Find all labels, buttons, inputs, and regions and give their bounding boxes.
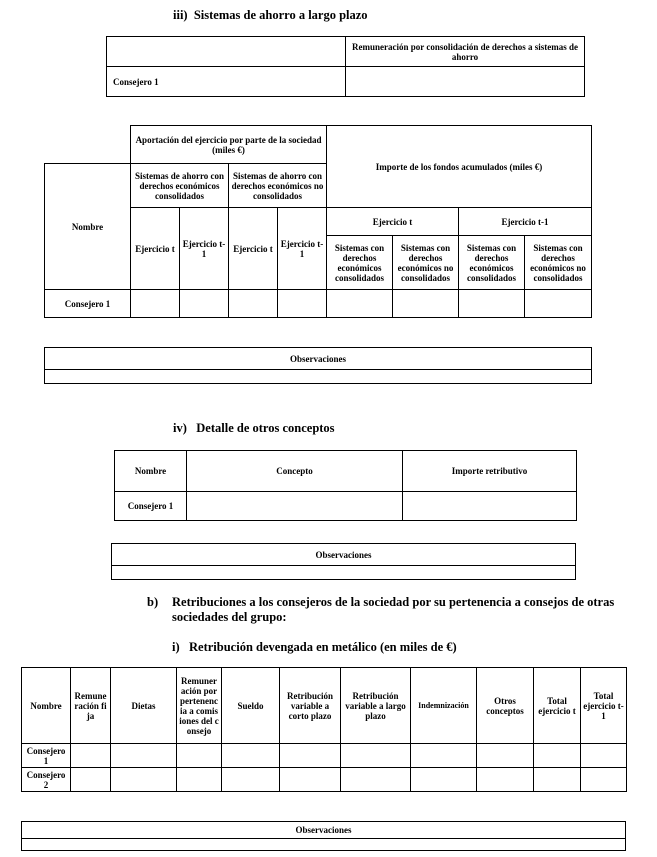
table2-cell[interactable] — [525, 290, 592, 318]
metalico-row-label: Consejero 1 — [22, 744, 71, 768]
retribucion-metalico-table — [21, 667, 627, 792]
table2-cell[interactable] — [229, 290, 278, 318]
importe-t1-no-consolidados: Sistemas con derechos económicos no consolidados — [525, 236, 592, 290]
metalico-header-total-t: Total ejercicio t — [534, 668, 581, 744]
observaciones-b-i-title: Observaciones — [22, 822, 625, 839]
otros-cell[interactable] — [187, 492, 403, 521]
importe-t-no-consolidados: Sistemas con derechos económicos no consolidados — [393, 236, 459, 290]
section-iv-title: Detalle de otros conceptos — [196, 421, 335, 435]
observaciones-iii-title: Observaciones — [45, 348, 591, 370]
section-b-i-heading — [172, 640, 457, 655]
metalico-cell[interactable] — [411, 768, 477, 792]
metalico-cell[interactable] — [71, 744, 111, 768]
metalico-header-variable-corto: Retribución variable a corto plazo — [280, 668, 341, 744]
observaciones-b-i-box — [21, 821, 626, 851]
metalico-cell[interactable] — [581, 768, 627, 792]
sistemas-ahorro-table — [44, 125, 592, 318]
aport-cons-ejercicio-t: Ejercicio t — [131, 208, 180, 290]
otros-nombre-header: Nombre — [115, 451, 187, 492]
section-iv-heading — [173, 421, 335, 436]
importe-ejercicio-t1: Ejercicio t-1 — [459, 208, 592, 236]
table1-row-label: Consejero 1 — [107, 67, 346, 97]
metalico-cell[interactable] — [222, 768, 280, 792]
metalico-cell[interactable] — [534, 768, 581, 792]
metalico-cell[interactable] — [280, 768, 341, 792]
remuneracion-consolidacion-table — [106, 36, 585, 97]
metalico-header-nombre: Nombre — [22, 668, 71, 744]
table1-empty-header — [107, 37, 346, 67]
aport-cons-ejercicio-t1: Ejercicio t-1 — [180, 208, 229, 290]
metalico-header-sueldo: Sueldo — [222, 668, 280, 744]
aport-nocons-ejercicio-t1: Ejercicio t-1 — [278, 208, 327, 290]
metalico-cell[interactable] — [581, 744, 627, 768]
section-b-i-number: i) — [172, 640, 180, 654]
metalico-header-variable-largo: Retribución variable a largo plazo — [341, 668, 411, 744]
consolidados-header: Sistemas de ahorro con derechos económicos consolidados — [131, 164, 229, 208]
observaciones-iv-field[interactable] — [112, 566, 575, 579]
otros-row-label: Consejero 1 — [115, 492, 187, 521]
nombre-header: Nombre — [45, 164, 131, 290]
section-iii-heading — [173, 8, 368, 23]
observaciones-b-i-field[interactable] — [22, 839, 625, 850]
metalico-cell[interactable] — [111, 744, 177, 768]
metalico-cell[interactable] — [222, 744, 280, 768]
metalico-cell[interactable] — [341, 768, 411, 792]
metalico-cell[interactable] — [477, 744, 534, 768]
no-consolidados-header: Sistemas de ahorro con derechos económicos no consolidados — [229, 164, 327, 208]
table2-cell[interactable] — [327, 290, 393, 318]
metalico-header-otros: Otros conceptos — [477, 668, 534, 744]
otros-concepto-header: Concepto — [187, 451, 403, 492]
table2-cell[interactable] — [393, 290, 459, 318]
observaciones-iii-box — [44, 347, 592, 384]
metalico-cell[interactable] — [177, 744, 222, 768]
metalico-cell[interactable] — [534, 744, 581, 768]
section-b-heading — [147, 595, 617, 625]
metalico-cell[interactable] — [411, 744, 477, 768]
observaciones-iv-title: Observaciones — [112, 544, 575, 566]
observaciones-iv-box — [111, 543, 576, 580]
table2-cell[interactable] — [278, 290, 327, 318]
metalico-header-comisiones: Remuneración por pertenencia a comisiones del consejo — [177, 668, 222, 744]
observaciones-iii-field[interactable] — [45, 370, 591, 383]
metalico-header-indemnizacion: Indemnización — [411, 668, 477, 744]
metalico-cell[interactable] — [341, 744, 411, 768]
table1-cell[interactable] — [346, 67, 585, 97]
metalico-header-dietas: Dietas — [111, 668, 177, 744]
importe-header: Importe de los fondos acumulados (miles €) — [327, 126, 592, 208]
metalico-header-fija: Remuneración fija — [71, 668, 111, 744]
metalico-cell[interactable] — [111, 768, 177, 792]
section-b-number: b) — [147, 595, 159, 609]
table2-cell[interactable] — [131, 290, 180, 318]
metalico-cell[interactable] — [477, 768, 534, 792]
table1-header: Remuneración por consolidación de derechos a sistemas de ahorro — [346, 37, 585, 67]
table2-cell[interactable] — [459, 290, 525, 318]
otros-importe-header: Importe retributivo — [403, 451, 577, 492]
importe-t-consolidados: Sistemas con derechos económicos consolidados — [327, 236, 393, 290]
section-b-i-title: Retribución devengada en metálico (en miles de €) — [189, 640, 457, 654]
section-iii-title: Sistemas de ahorro a largo plazo — [193, 8, 368, 22]
metalico-row-label: Consejero 2 — [22, 768, 71, 792]
metalico-header-total-t1: Total ejercicio t-1 — [581, 668, 627, 744]
otros-cell[interactable] — [403, 492, 577, 521]
metalico-cell[interactable] — [71, 768, 111, 792]
aportacion-header: Aportación del ejercicio por parte de la sociedad (miles €) — [131, 126, 327, 164]
importe-t1-consolidados: Sistemas con derechos económicos consolidados — [459, 236, 525, 290]
metalico-cell[interactable] — [280, 744, 341, 768]
section-b-title: Retribuciones a los consejeros de la sociedad por su pertenencia a consejos de otras sociedades del grupo: — [172, 595, 615, 624]
table2-cell[interactable] — [180, 290, 229, 318]
table2-corner — [45, 126, 131, 164]
section-iii-number: iii) — [173, 8, 188, 22]
table2-row-label: Consejero 1 — [45, 290, 131, 318]
metalico-cell[interactable] — [177, 768, 222, 792]
section-iv-number: iv) — [173, 421, 187, 435]
otros-conceptos-table — [114, 450, 577, 521]
importe-ejercicio-t: Ejercicio t — [327, 208, 459, 236]
aport-nocons-ejercicio-t: Ejercicio t — [229, 208, 278, 290]
